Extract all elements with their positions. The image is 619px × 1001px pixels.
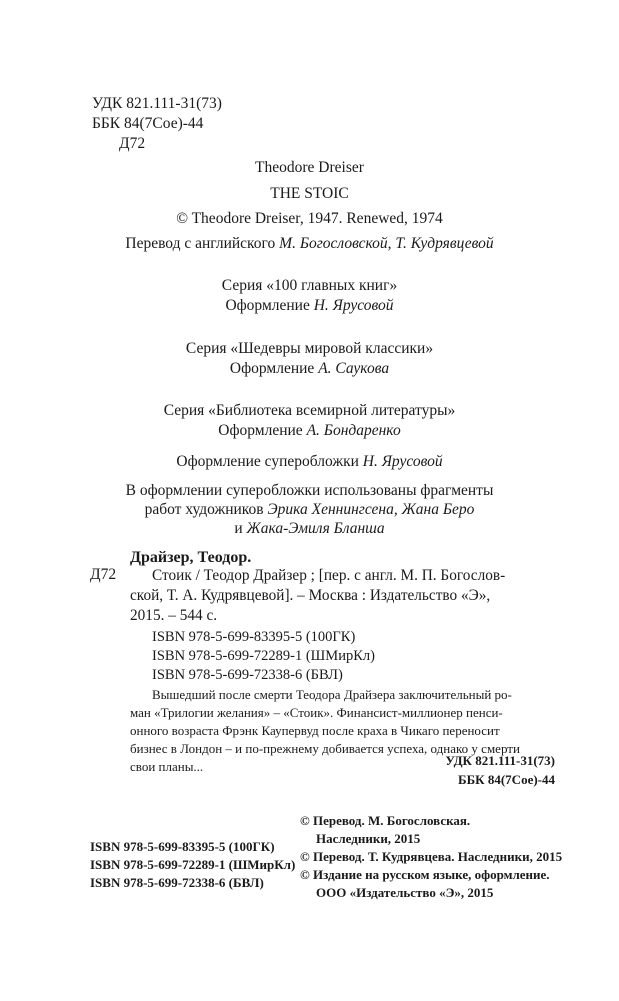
design-prefix: Оформление: [225, 297, 314, 314]
series-3-label: Серия «Библиотека всемирной литературы»: [163, 402, 456, 419]
annotation-line: бизнес в Лондон – и по-прежнему добивается успеха, однако у смерти: [130, 741, 520, 756]
catalog-code: Д72: [90, 566, 117, 583]
udk-top: УДК 821.111-31(73): [92, 95, 222, 112]
annotation-line: свои планы...: [130, 759, 204, 774]
bottom-isbn: ISBN 978-5-699-72338-6 (БВЛ): [90, 875, 264, 890]
jacket-design: [0, 452, 619, 472]
fragments-artists: Жака-Эмиля Бланша: [246, 520, 385, 537]
original-author: Theodore Dreiser: [255, 159, 364, 176]
series-3-design: [0, 421, 619, 441]
bottom-isbn: ISBN 978-5-699-72289-1 (ШМирКл): [90, 857, 296, 872]
catalog-isbn: ISBN 978-5-699-83395-5 (100ГК): [152, 629, 356, 645]
series-2-label: Серия «Шедевры мировой классики»: [185, 340, 434, 357]
catalog-bbk: ББК 84(7Сое)-44: [457, 772, 555, 787]
copyright-line: © Перевод. Т. Кудрявцева. Наследники, 2015: [300, 849, 563, 864]
annotation-line: ман «Трилогии желания» – «Стоик». Финансист-миллионер пенси-: [130, 705, 503, 720]
copyright-line: © Издание на русском языке, оформление.: [300, 867, 550, 882]
catalog-udk: УДК 821.111-31(73): [445, 753, 555, 768]
design-prefix: Оформление: [229, 360, 319, 377]
jacket-prefix: Оформление суперобложки: [176, 453, 363, 470]
original-title: THE STOIC: [270, 185, 349, 202]
catalog-isbn: ISBN 978-5-699-72289-1 (ШМирКл): [152, 648, 375, 664]
design-prefix: Оформление: [218, 422, 307, 439]
catalog-entry-line: 2015. – 544 с.: [130, 607, 218, 624]
translators: М. Богословской, Т. Кудрявцевой: [279, 235, 494, 252]
author-code-top: Д72: [119, 135, 146, 152]
catalog-heading: Драйзер, Теодор.: [130, 549, 252, 566]
designer: А. Бондаренко: [306, 422, 401, 439]
translation-prefix: Перевод с английского: [125, 235, 280, 252]
fragments-prefix: работ художников: [144, 501, 268, 518]
annotation-line: Вышедший после смерти Теодора Драйзера заключительный ро-: [152, 687, 512, 702]
designer: А. Саукова: [318, 360, 390, 377]
translation-line: [0, 234, 619, 254]
annotation-line: онного возраста Фрэнк Каупервуд после краха в Чикаго переносит: [130, 723, 500, 738]
jacket-designer: Н. Ярусовой: [362, 453, 443, 470]
copyright-line: Наследники, 2015: [316, 831, 421, 846]
fragments-line-2: [0, 500, 619, 520]
catalog-isbn: ISBN 978-5-699-72338-6 (БВЛ): [152, 667, 343, 683]
copyright-line: ООО «Издательство «Э», 2015: [316, 885, 494, 900]
bottom-isbn: ISBN 978-5-699-83395-5 (100ГК): [90, 839, 275, 854]
copyright-line: © Перевод. М. Богословская.: [300, 813, 471, 828]
fragments-artists: Эрика Хеннингсена, Жана Беро: [267, 501, 475, 518]
original-copyright: © Theodore Dreiser, 1947. Renewed, 1974: [176, 210, 443, 227]
bbk-top: ББК 84(7Сое)-44: [92, 115, 204, 132]
fragments-line-3: [0, 519, 619, 539]
series-1-design: [0, 296, 619, 316]
designer: Н. Ярусовой: [313, 297, 394, 314]
catalog-entry-line: Стоик / Теодор Драйзер ; [пер. с англ. М. П. Богослов-: [152, 567, 506, 584]
series-2-design: [0, 359, 619, 379]
series-1-label: Серия «100 главных книг»: [221, 277, 398, 294]
catalog-entry-line: ской, Т. А. Кудрявцевой]. – Москва : Издательство «Э»,: [130, 587, 491, 604]
fragments-prefix: и: [234, 520, 247, 537]
fragments-line-1: В оформлении суперобложки использованы фрагменты: [125, 482, 494, 499]
